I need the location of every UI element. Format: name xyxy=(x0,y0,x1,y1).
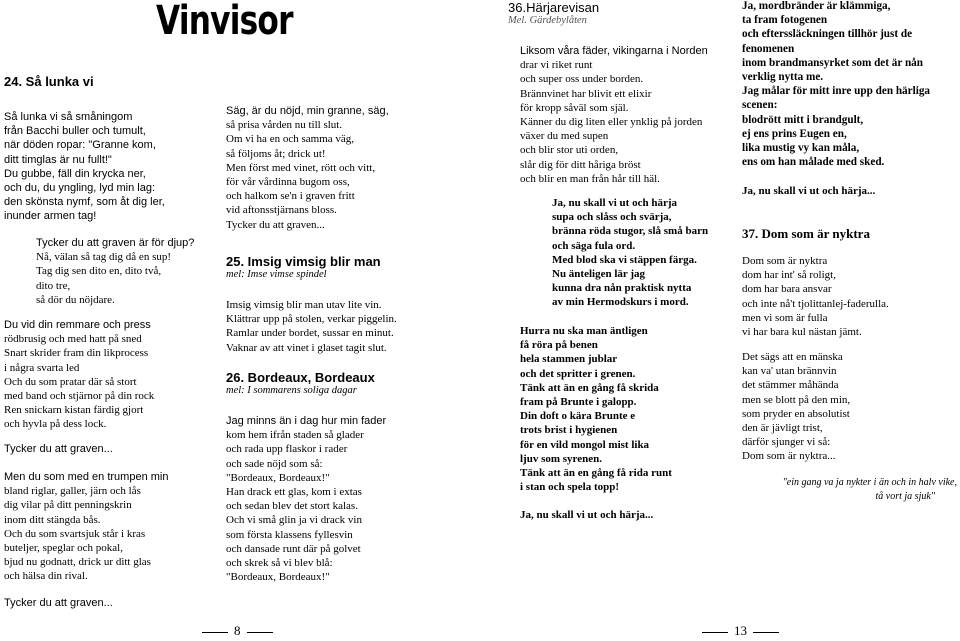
song-37-verse-1 xyxy=(742,254,889,339)
song-24 xyxy=(4,74,214,89)
verse-line: för vår vårdinna bugom oss, xyxy=(226,176,350,189)
verse-line: när döden ropar: "Granne kom, xyxy=(4,139,156,152)
chorus-line: Nå, välan så tag dig då en sup! xyxy=(36,251,172,264)
verse-line: med band och stjärnor på din rock xyxy=(4,390,155,403)
verse-line: få röra på benen xyxy=(520,339,598,352)
song-24-chorus xyxy=(36,236,194,307)
melody-note: mel: Imse vimse spindel xyxy=(226,269,327,280)
verse-line: Ramlar under bordet, sussar en minut. xyxy=(226,327,394,340)
verse-line: och skrek så vi blev blå: xyxy=(226,557,333,570)
song-24-refrain-2: Tycker du att graven... xyxy=(4,597,113,609)
verse-line: och halkom se'n i graven fritt xyxy=(226,190,355,203)
chorus-line: Med blod ska vi stäppen färga. xyxy=(552,253,697,266)
verse-line: ditt timglas är nu fullt!" xyxy=(4,153,112,166)
verse-line: och blir stor uti orden, xyxy=(520,144,619,157)
song-37-verse-2 xyxy=(742,350,850,464)
melody-note: Mel. Gärdebylåten xyxy=(508,15,587,26)
verse-line: och inte nå't tjolittanlej-faderulla. xyxy=(742,297,889,310)
verse-line: ens om han målade med sked. xyxy=(742,156,885,169)
verse-line: fram på Brunte i galopp. xyxy=(520,396,637,409)
verse-line: Men du som med en trumpen min xyxy=(4,471,169,483)
verse-line: Tycker du att graven... xyxy=(226,218,325,231)
verse-line: vi har bara kul nästan jämt. xyxy=(742,326,862,339)
verse-line: Tänk att än en gång få skrida xyxy=(520,381,659,394)
verse-line: och sedan blev det stort kalas. xyxy=(226,500,358,513)
verse-line: kom hem ifrån staden så glader xyxy=(226,429,364,442)
verse-line: scenen: xyxy=(742,99,778,112)
verse-line: men vi som är fulla xyxy=(742,311,828,324)
verse-line: hela stammen jublar xyxy=(520,353,618,366)
verse-line: Imsig vimsig blir man utav lite vin. xyxy=(226,299,382,311)
verse-line: verklig nytta me. xyxy=(742,71,824,84)
verse-line: vid aftonsstjärnans bloss. xyxy=(226,204,337,217)
verse-line: Säg, är du nöjd, min granne, säg, xyxy=(226,105,389,117)
chorus-line: Nu änteligen lär jag xyxy=(552,268,645,281)
song-25-lines xyxy=(226,298,397,355)
song-37-quote xyxy=(742,476,957,504)
verse-line: och det spritter i grenen. xyxy=(520,367,636,380)
verse-line: Det sägs att en mänska xyxy=(742,351,843,363)
verse-line: Du vid din remmare och press xyxy=(4,319,151,331)
page-title: Vinvisor xyxy=(156,0,293,44)
song-heading: 26. Bordeaux, Bordeaux xyxy=(226,370,375,385)
verse-line: kan va' utan brännvin xyxy=(742,365,837,378)
quote-line: tå vort ja sjuk" xyxy=(875,491,935,502)
song-heading: 37. Dom som är nyktra xyxy=(742,226,870,241)
song-24-refrain-1: Tycker du att graven... xyxy=(4,443,113,455)
melody-note: mel: I sommarens soliga dagar xyxy=(226,385,357,396)
verse-line: ej ens prins Eugen en, xyxy=(742,127,847,140)
verse-line: Vaknar av att vinet i glaset tagit slut. xyxy=(226,341,387,354)
verse-line: och hyvla på dess lock. xyxy=(4,418,107,431)
verse-line: bland riglar, galler, järn och lås xyxy=(4,485,141,498)
verse-line: Ja, mordbränder är klämmiga, xyxy=(742,0,891,12)
quote-line: "ein gang va ja nykter i än och in halv vike, xyxy=(782,477,957,488)
chorus-line: Tycker du att graven är för djup? xyxy=(36,237,195,249)
verse-line: och super oss under borden. xyxy=(520,73,644,86)
verse-line: dom har int' så roligt, xyxy=(742,269,836,282)
verse-line: Ren snickarn kistan färdig gjort xyxy=(4,404,144,417)
verse-line: Om vi ha en och samma väg, xyxy=(226,133,354,146)
verse-line: men se blott på den min, xyxy=(742,393,851,406)
verse-line: och sade nöjd som så: xyxy=(226,457,323,470)
song-24-verse-4 xyxy=(226,104,389,232)
verse-line: Men först med vinet, rött och vitt, xyxy=(226,161,376,174)
song-24-verse-3 xyxy=(4,470,168,584)
verse-line: för kropp såväl som själ. xyxy=(520,101,629,114)
song-36-chorus xyxy=(552,196,708,310)
verse-line: i stan och spela topp! xyxy=(520,481,620,494)
page-number-rule xyxy=(202,632,228,633)
verse-line: drar vi riket runt xyxy=(520,59,593,72)
verse-line: ljuv som syrenen. xyxy=(520,452,602,465)
verse-line: som pryder en absolutist xyxy=(742,407,850,420)
verse-line: Snart skrider fram din likprocess xyxy=(4,347,149,360)
verse-line: "Bordeaux, Bordeaux!" xyxy=(226,571,330,584)
verse-line: Klättrar upp på stolen, verkar piggelin. xyxy=(226,313,397,326)
song-heading: 36.Härjarevisan xyxy=(508,0,600,15)
verse-line: den skönsta nymf, som åt dig ler, xyxy=(4,196,165,209)
verse-line: rödbrusig och med hatt på sned xyxy=(4,333,142,346)
verse-line: och blir en man från hår till häl. xyxy=(520,172,660,185)
verse-line: det stämmer måhända xyxy=(742,379,839,392)
verse-line: inunder armen tag! xyxy=(4,210,97,223)
verse-line: Och vi små glin ja vi drack vin xyxy=(226,514,362,527)
verse-line: därför sjunger vi så: xyxy=(742,436,831,449)
song-36-verse-2 xyxy=(520,324,672,494)
verse-line: ta fram fotogenen xyxy=(742,14,828,27)
verse-line: och rada upp flaskor i rader xyxy=(226,443,348,456)
song-36-refrain-1: Ja, nu skall vi ut och härja... xyxy=(520,509,654,521)
verse-line: dig vilar på ditt penningskrin xyxy=(4,499,132,512)
right-page xyxy=(490,0,960,641)
page-number xyxy=(696,623,785,639)
song-36-refrain-2: Ja, nu skall vi ut och härja... xyxy=(742,185,876,197)
verse-line: lika mustig vy kan måla, xyxy=(742,142,860,155)
verse-line: "Bordeaux, Bordeaux!" xyxy=(226,471,330,484)
verse-line: Känner du dig liten eller ynklig på jorden xyxy=(520,116,703,129)
verse-line: Och du som pratar där så stort xyxy=(4,375,137,388)
song-24-verse-2 xyxy=(4,318,154,432)
chorus-line: dito tre, xyxy=(36,279,71,292)
verse-line: så prisa vården nu till slut. xyxy=(226,119,343,132)
chorus-line: av min Hermodskurs i mord. xyxy=(552,296,689,309)
verse-line: Jag minns än i dag hur min fader xyxy=(226,415,387,427)
verse-line: buteljer, speglar och pokal, xyxy=(4,542,123,555)
verse-line: som första klassens fyllesvin xyxy=(226,528,353,541)
verse-line: Jag målar för mitt inre upp den härliga xyxy=(742,85,931,98)
song-26-lines xyxy=(226,414,386,584)
verse-line: Liksom våra fäder, vikingarna i Norden xyxy=(520,45,708,57)
verse-line: Dom som är nyktra xyxy=(742,255,828,267)
verse-line: Hurra nu ska man äntligen xyxy=(520,325,648,337)
verse-line: dom har bara ansvar xyxy=(742,283,832,296)
verse-line: Han drack ett glas, kom i extas xyxy=(226,486,362,499)
verse-line: bjud nu godnatt, drick ur ditt glas xyxy=(4,556,151,569)
verse-line: trots brist i hygienen xyxy=(520,424,618,437)
chorus-line: så dör du nöjdare. xyxy=(36,293,115,306)
verse-line: från Bacchi buller och tumult, xyxy=(4,125,146,138)
chorus-line: kunna dra nån praktisk nytta xyxy=(552,282,692,295)
song-24-verse-1 xyxy=(4,110,165,224)
song-36-verse-3 xyxy=(742,0,930,169)
song-heading: 25. Imsig vimsig blir man xyxy=(226,254,381,269)
verse-line: och hälsa din rival. xyxy=(4,570,88,583)
verse-line: för en vild mongol mist lika xyxy=(520,438,650,451)
page-number-text: 8 xyxy=(234,623,241,638)
song-heading: 24. Så lunka vi xyxy=(4,74,94,89)
verse-line: Dom som är nyktra... xyxy=(742,450,836,463)
verse-line: Tänk att än en gång få rida runt xyxy=(520,467,672,480)
verse-line: så följoms åt; drick ut! xyxy=(226,147,326,160)
page-number-rule xyxy=(702,632,728,633)
left-page xyxy=(0,0,470,641)
verse-line: och efterssläckningen tillhör just de xyxy=(742,28,913,41)
song-26 xyxy=(226,370,375,396)
chorus-line: Tag dig sen dito en, dito två, xyxy=(36,265,162,278)
verse-line: slår dig för ditt håriga bröst xyxy=(520,158,641,171)
verse-line: i några svarta led xyxy=(4,361,80,374)
verse-line: växer du med supen xyxy=(520,130,609,143)
verse-line: Brännvinet har blivit ett elixir xyxy=(520,87,652,100)
verse-line: Du gubbe, fäll din krycka ner, xyxy=(4,167,146,180)
chorus-line: och säga fula ord. xyxy=(552,239,636,252)
verse-line: Din doft o kära Brunte e xyxy=(520,410,636,423)
verse-line: och du, du yngling, lyd min lag: xyxy=(4,182,156,195)
chorus-line: Ja, nu skall vi ut och härja xyxy=(552,197,677,209)
song-36 xyxy=(508,0,599,26)
verse-line: blodrött mitt i brandgult, xyxy=(742,113,864,126)
verse-line: den är jävligt trist, xyxy=(742,422,823,435)
verse-line: fenomenen xyxy=(742,42,795,55)
page-number xyxy=(196,623,279,639)
page-number-rule xyxy=(247,632,273,633)
verse-line: inom ditt stängda bås. xyxy=(4,513,101,526)
song-25 xyxy=(226,254,381,280)
verse-line: och dansade runt där på golvet xyxy=(226,542,361,555)
chorus-line: bränna röda stugor, slå små barn xyxy=(552,225,709,238)
verse-line: inom brandmansyrket som det är nån xyxy=(742,56,923,69)
song-36-verse-1 xyxy=(520,44,708,186)
verse-line: Så lunka vi så småningom xyxy=(4,111,133,123)
song-37 xyxy=(742,226,870,242)
page-number-text: 13 xyxy=(734,623,747,638)
chorus-line: supa och slåss och svärja, xyxy=(552,211,672,224)
page-number-rule xyxy=(753,632,779,633)
verse-line: Och du som svartsjuk står i kras xyxy=(4,527,146,540)
